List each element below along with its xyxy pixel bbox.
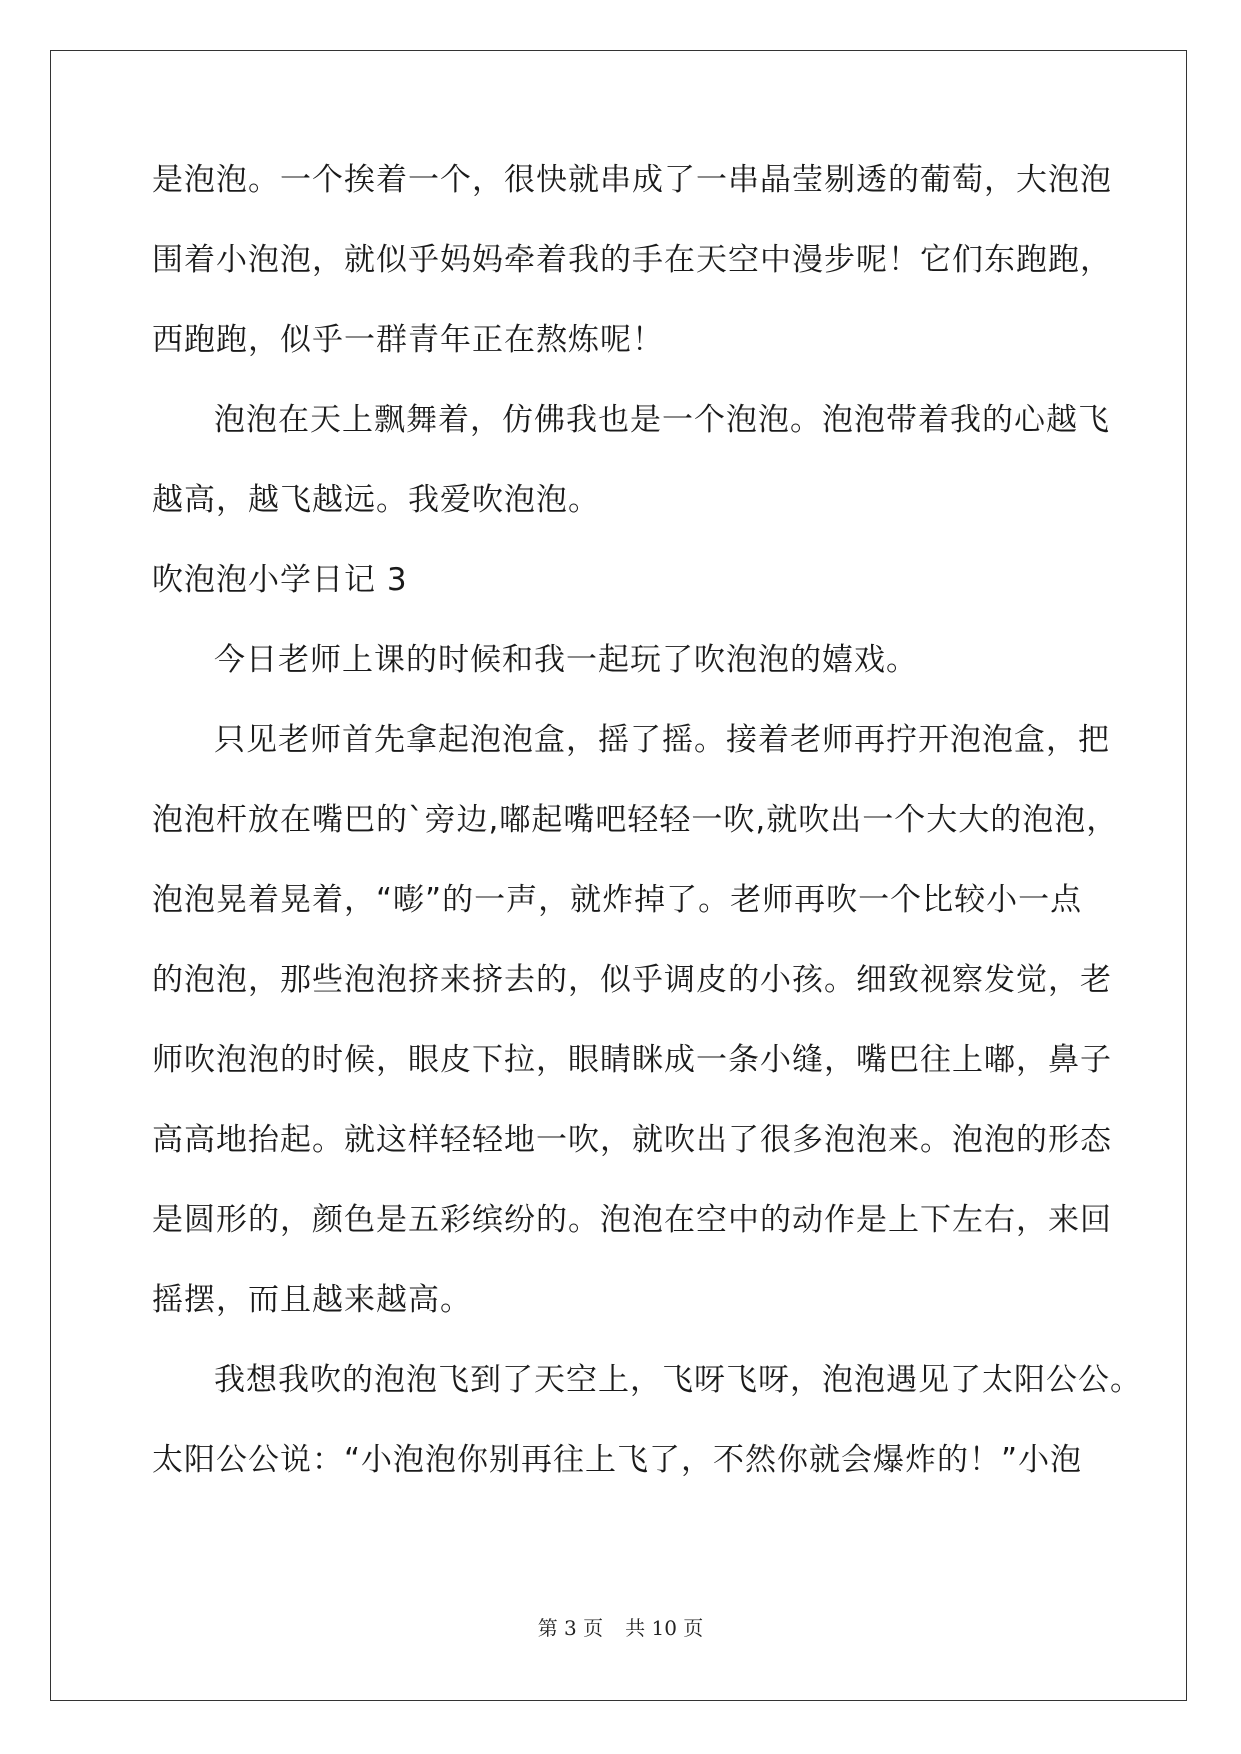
paragraph-start-line: 泡泡在天上飘舞着，仿佛我也是一个泡泡。泡泡带着我的心越飞 [214, 402, 1110, 438]
text-line: 师吹泡泡的时候，眼皮下拉，眼睛眯成一条小缝，嘴巴往上嘟，鼻子 [152, 1042, 1112, 1078]
page-footer [0, 1612, 1241, 1641]
text-line: 是圆形的，颜色是五彩缤纷的。泡泡在空中的动作是上下左右，来回 [152, 1202, 1112, 1238]
text-line: 高高地抬起。就这样轻轻地一吹，就吹出了很多泡泡来。泡泡的形态 [152, 1122, 1112, 1158]
paragraph-start-line: 今日老师上课的时候和我一起玩了吹泡泡的嬉戏。 [214, 642, 918, 678]
text-line: 泡泡晃着晃着，“嘭”的一声，就炸掉了。老师再吹一个比较小一点 [152, 882, 1083, 918]
section-heading: 吹泡泡小学日记 3 [152, 562, 408, 598]
text-line: 西跑跑，似乎一群青年正在熬炼呢！ [152, 322, 664, 358]
text-line: 围着小泡泡，就似乎妈妈牵着我的手在天空中漫步呢！它们东跑跑， [152, 242, 1112, 278]
text-line: 摇摆，而且越来越高。 [152, 1282, 472, 1318]
text-line: 太阳公公说：“小泡泡你别再往上飞了，不然你就会爆炸的！”小泡 [152, 1442, 1083, 1478]
page-number: 第 3 页 [537, 1616, 604, 1640]
text-line: 的泡泡，那些泡泡挤来挤去的，似乎调皮的小孩。细致视察发觉，老 [152, 962, 1112, 998]
text-line: 泡泡杆放在嘴巴的`旁边,嘟起嘴吧轻轻一吹,就吹出一个大大的泡泡， [152, 802, 1119, 838]
paragraph-start-line: 只见老师首先拿起泡泡盒，摇了摇。接着老师再拧开泡泡盒，把 [214, 722, 1110, 758]
text-line: 越高，越飞越远。我爱吹泡泡。 [152, 482, 600, 518]
paragraph-start-line: 我想我吹的泡泡飞到了天空上，飞呀飞呀，泡泡遇见了太阳公公。 [214, 1362, 1142, 1398]
page-total: 共 10 页 [625, 1616, 704, 1640]
text-line: 是泡泡。一个挨着一个，很快就串成了一串晶莹剔透的葡萄，大泡泡 [152, 162, 1112, 198]
